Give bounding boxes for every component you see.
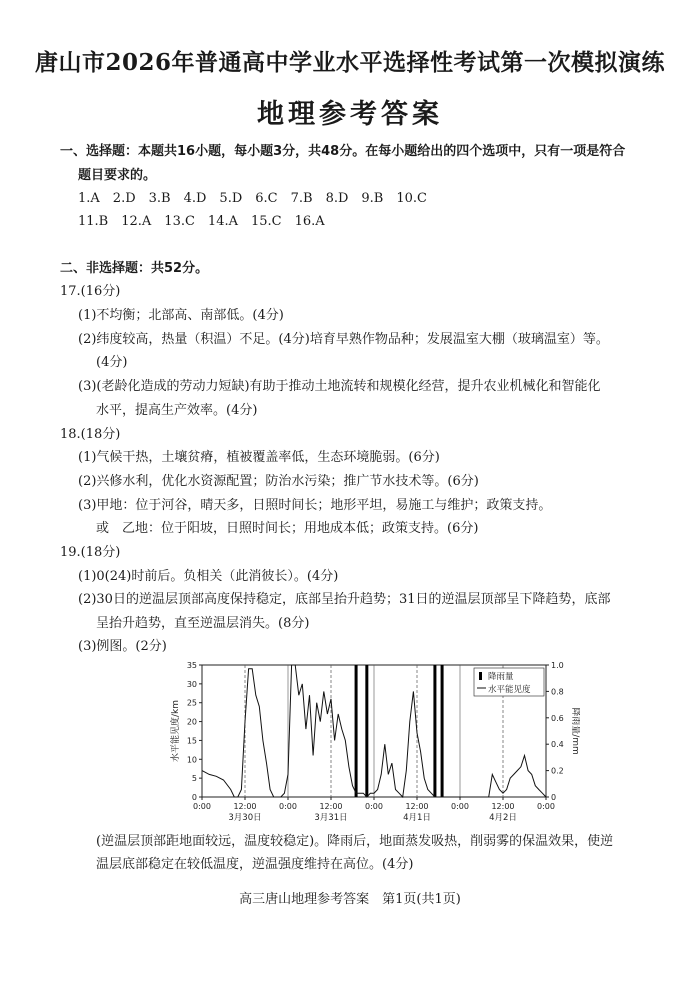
q19-explanation: (逆温层顶部距地面较远，温度较稳定)。降雨后，地面蒸发吸热，削弱雾的保温效果，使逆 [96, 834, 614, 849]
legend-visibility-label: 水平能见度 [488, 685, 531, 695]
y-left-tick-label: 15 [186, 736, 197, 746]
y-left-tick-label: 10 [186, 755, 197, 765]
y-left-tick-label: 0 [191, 793, 197, 802]
q19-part3: (3)例图。(2分) [78, 639, 167, 654]
answer-item: 11.B [78, 214, 109, 229]
legend-rain-label: 降雨量 [488, 672, 514, 682]
y-left-tick-label: 30 [186, 679, 197, 689]
y-right-tick-label: 0.6 [551, 713, 564, 723]
answers-row-1 [78, 190, 440, 208]
answer-item: 1.A [78, 191, 100, 206]
x-date-label: 4月1日 [403, 813, 431, 823]
y-right-tick-label: 1.0 [551, 661, 564, 670]
q18-part3-alt: 或 乙地：位于阳坡，日照时间长；用地成本低；政策支持。(6分) [96, 521, 479, 536]
answer-item: 10.C [396, 191, 427, 206]
y-left-tick-label: 5 [191, 774, 197, 784]
rainfall-bar [441, 665, 444, 797]
q17-part1: (1)不均衡；北部高、南部低。(4分) [78, 308, 284, 323]
rainfall-bar [355, 665, 358, 797]
x-tick-label: 12:00 [233, 802, 257, 811]
x-date-label: 3月31日 [314, 813, 348, 823]
page-footer: 高三唐山地理参考答案 第1页(共1页) [239, 892, 461, 907]
y-right-axis-title: 降雨量/mm [570, 707, 580, 755]
answer-key-title: 地理参考答案 [257, 99, 443, 130]
q17-part3-cont: 水平，提高生产效率。(4分) [96, 403, 258, 418]
x-date-label: 4月2日 [489, 813, 517, 823]
q19-explanation-cont: 温层底部稳定在较低温度，逆温强度维持在高位。(4分) [96, 857, 414, 872]
x-tick-label: 0:00 [365, 802, 383, 811]
x-tick-label: 0:00 [537, 802, 555, 811]
y-right-tick-label: 0.2 [551, 766, 564, 776]
y-right-tick-label: 0.4 [551, 740, 564, 750]
y-left-tick-label: 20 [186, 717, 197, 727]
answer-item: 2.D [112, 191, 136, 206]
x-tick-label: 0:00 [279, 802, 297, 811]
answers-row-2 [78, 213, 338, 231]
answer-item: 12.A [121, 214, 152, 229]
section1-heading: 一、选择题：本题共16小题，每小题3分，共48分。在每小题给出的四个选项中，只有一项是符合 [60, 144, 626, 159]
answer-item: 14.A [207, 214, 238, 229]
answer-item: 15.C [250, 214, 282, 229]
q17-part2-cont: (4分) [96, 355, 128, 370]
q17-part2: (2)纬度较高，热量（积温）不足。(4分)培育早熟作物品种；发展温室大棚（玻璃温室）等。 [78, 332, 609, 347]
y-right-tick-label: 0.8 [551, 687, 564, 697]
section2-heading: 二、非选择题：共52分。 [60, 261, 209, 276]
answer-item: 16.A [294, 214, 325, 229]
answer-item: 6.C [255, 191, 278, 206]
y-left-tick-label: 25 [186, 698, 197, 708]
x-tick-label: 12:00 [319, 802, 343, 811]
answer-item: 9.B [361, 191, 384, 206]
visibility-rainfall-chart [160, 657, 580, 827]
q19-part1: (1)0(24)时前后。负相关（此消彼长）。(4分) [78, 569, 339, 584]
q17-part3: (3)(老龄化造成的劳动力短缺)有助于推动土地流转和规模化经营，提升农业机械化和智能化 [78, 379, 601, 394]
q19-part2-cont: 呈抬升趋势，直至逆温层消失。(8分) [96, 616, 310, 631]
answer-item: 4.D [183, 191, 207, 206]
rainfall-bar [365, 665, 368, 797]
answer-item: 7.B [290, 191, 313, 206]
section1-heading-cont: 题目要求的。 [78, 168, 157, 183]
q18-part1: (1)气候干热，土壤贫瘠，植被覆盖率低，生态环境脆弱。(6分) [78, 450, 440, 465]
answer-item: 3.B [148, 191, 171, 206]
q18-label: 18.(18分) [60, 427, 121, 442]
exam-title: 唐山市2026年普通高中学业水平选择性考试第一次模拟演练 [34, 49, 665, 76]
q18-part2: (2)兴修水利，优化水资源配置；防治水污染；推广节水技术等。(6分) [78, 474, 479, 489]
answer-item: 8.D [325, 191, 349, 206]
rainfall-bar [433, 665, 436, 797]
q19-part2: (2)30日的逆温层顶部高度保持稳定，底部呈抬升趋势；31日的逆温层顶部呈下降趋势，底部 [78, 592, 611, 607]
answer-item: 13.C [164, 214, 195, 229]
y-left-axis-title: 水平能见度/km [171, 699, 181, 763]
q18-part3: (3)甲地：位于河谷，晴天多，日照时间长；地形平坦，易施工与维护；政策支持。 [78, 498, 552, 513]
y-left-tick-label: 35 [186, 661, 197, 670]
answer-item: 5.D [219, 191, 243, 206]
q19-label: 19.(18分) [60, 545, 121, 560]
x-date-label: 3月30日 [228, 813, 262, 823]
x-tick-label: 12:00 [405, 802, 429, 811]
y-right-tick-label: 0 [551, 793, 557, 802]
x-tick-label: 0:00 [451, 802, 469, 811]
q17-label: 17.(16分) [60, 284, 121, 299]
x-tick-label: 12:00 [491, 802, 515, 811]
x-tick-label: 0:00 [193, 802, 211, 811]
legend-rain-swatch [479, 672, 482, 680]
